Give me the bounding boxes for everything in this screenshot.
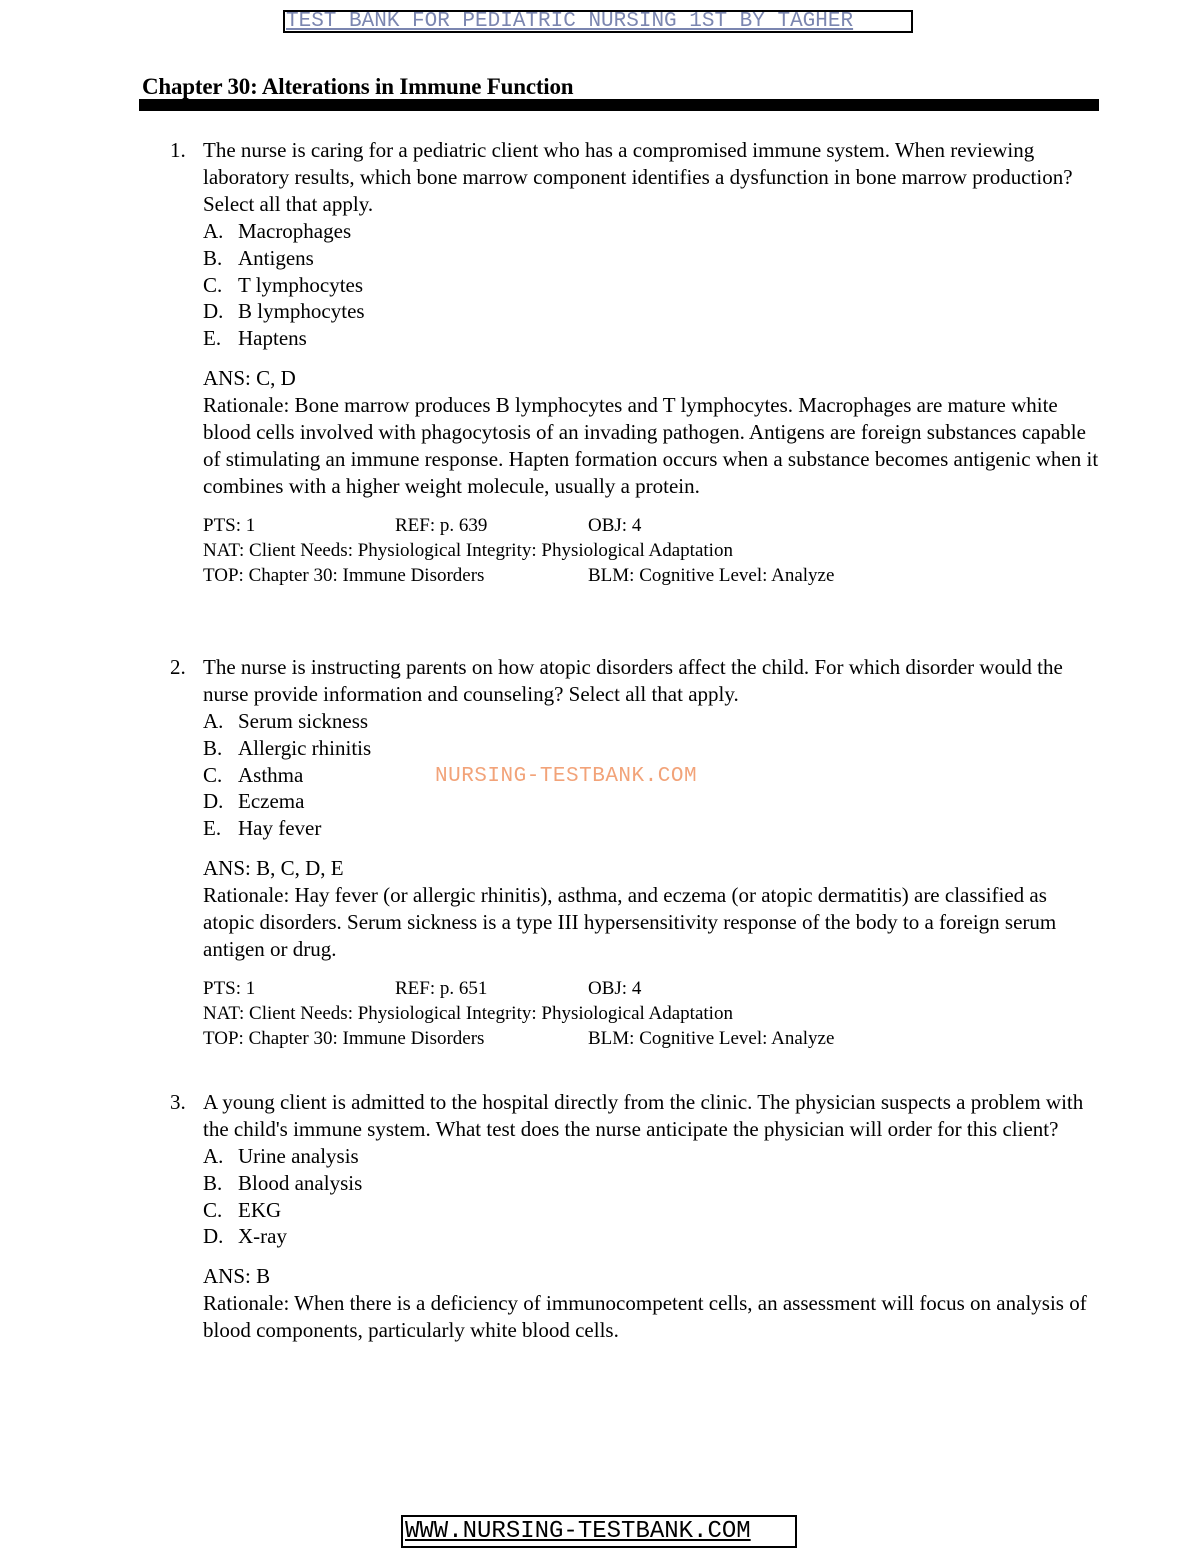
nat-category: NAT: Client Needs: Physiological Integrity: Physiological Adaptation [203,1002,733,1024]
option-list [203,1143,1100,1250]
question-3 [170,1089,1100,1344]
option-a: A. Urine analysis [203,1144,359,1168]
option-b: B. Allergic rhinitis [203,735,372,760]
question-stem: A young client is admitted to the hospital directly from the clinic. The physician suspects a problem with the child's immune system. What test does the nurse anticipate the physician will order for this client? [203,1090,1084,1141]
option-d: D. B lymphocytes [203,299,365,324]
chapter-title: Chapter 30: Alterations in Immune Function [142,74,574,99]
question-stem: The nurse is instructing parents on how atopic disorders affect the child. For which disorder would the nurse provide information and counseling? Select all that apply. [203,655,1063,706]
answer-key: ANS: B, C, D, E [203,855,344,880]
option-b: B. Blood analysis [203,1170,363,1195]
blooms-level: BLM: Cognitive Level: Analyze [588,564,835,586]
question-2 [170,654,1100,1051]
page-header-banner: TEST BANK FOR PEDIATRIC NURSING 1ST BY TAGHER [283,10,913,33]
question-1 [170,137,1100,588]
question-metadata [203,976,1100,1051]
question-number: 2. [170,655,186,679]
option-b: B. Antigens [203,245,314,270]
question-stem: The nurse is caring for a pediatric client who has a compromised immune system. When reviewing laboratory results, which bone marrow component identifies a dysfunction in bone marrow production? Select all that apply. [203,138,1073,216]
option-a: A. Macrophages [203,219,352,243]
question-metadata [203,513,1100,588]
rationale: Rationale: When there is a deficiency of immunocompetent cells, an assessment will focus on analysis of blood components, particularly white blood cells. [203,1291,1087,1343]
topic: TOP: Chapter 30: Immune Disorders [203,564,485,586]
rationale: Rationale: Bone marrow produces B lymphocytes and T lymphocytes. Macrophages are mature white blood cells involved with phagocytosis of an invading pathogen. Antigens are foreign substances capable of stimulating an immune response. Hapten formation occurs when a substance becomes antigenic when it combines with a higher weight molecule, usually a protein. [203,392,1099,498]
page-reference: REF: p. 639 [395,514,488,536]
watermark-text: NURSING-TESTBANK.COM [435,765,698,788]
points: PTS: 1 [203,514,256,536]
points: PTS: 1 [203,977,256,999]
option-d: D. X-ray [203,1224,287,1249]
question-number: 3. [170,1090,186,1114]
question-number: 1. [170,138,186,162]
option-c: C. EKG [203,1197,282,1222]
option-d: D. Eczema [203,789,305,814]
option-c: C. Asthma [203,762,304,787]
chapter-rule [139,99,1099,111]
objective: OBJ: 4 [588,514,642,536]
option-c: C. T lymphocytes [203,272,364,297]
option-list [203,218,1100,352]
objective: OBJ: 4 [588,977,642,999]
option-e: E. Haptens [203,326,307,351]
blooms-level: BLM: Cognitive Level: Analyze [588,1027,835,1049]
nat-category: NAT: Client Needs: Physiological Integrity: Physiological Adaptation [203,539,733,561]
rationale: Rationale: Hay fever (or allergic rhinitis), asthma, and eczema (or atopic dermatitis) are classified as atopic disorders. Serum sickness is a type III hypersensitivity response of the body to a foreign serum antigen or drug. [203,882,1057,961]
answer-key: ANS: B [203,1264,271,1289]
topic: TOP: Chapter 30: Immune Disorders [203,1027,485,1049]
option-e: E. Hay fever [203,816,322,841]
option-a: A. Serum sickness [203,709,369,733]
footer-link[interactable]: WWW.NURSING-TESTBANK.COM [401,1515,797,1548]
answer-key: ANS: C, D [203,365,296,390]
page-reference: REF: p. 651 [395,977,488,999]
